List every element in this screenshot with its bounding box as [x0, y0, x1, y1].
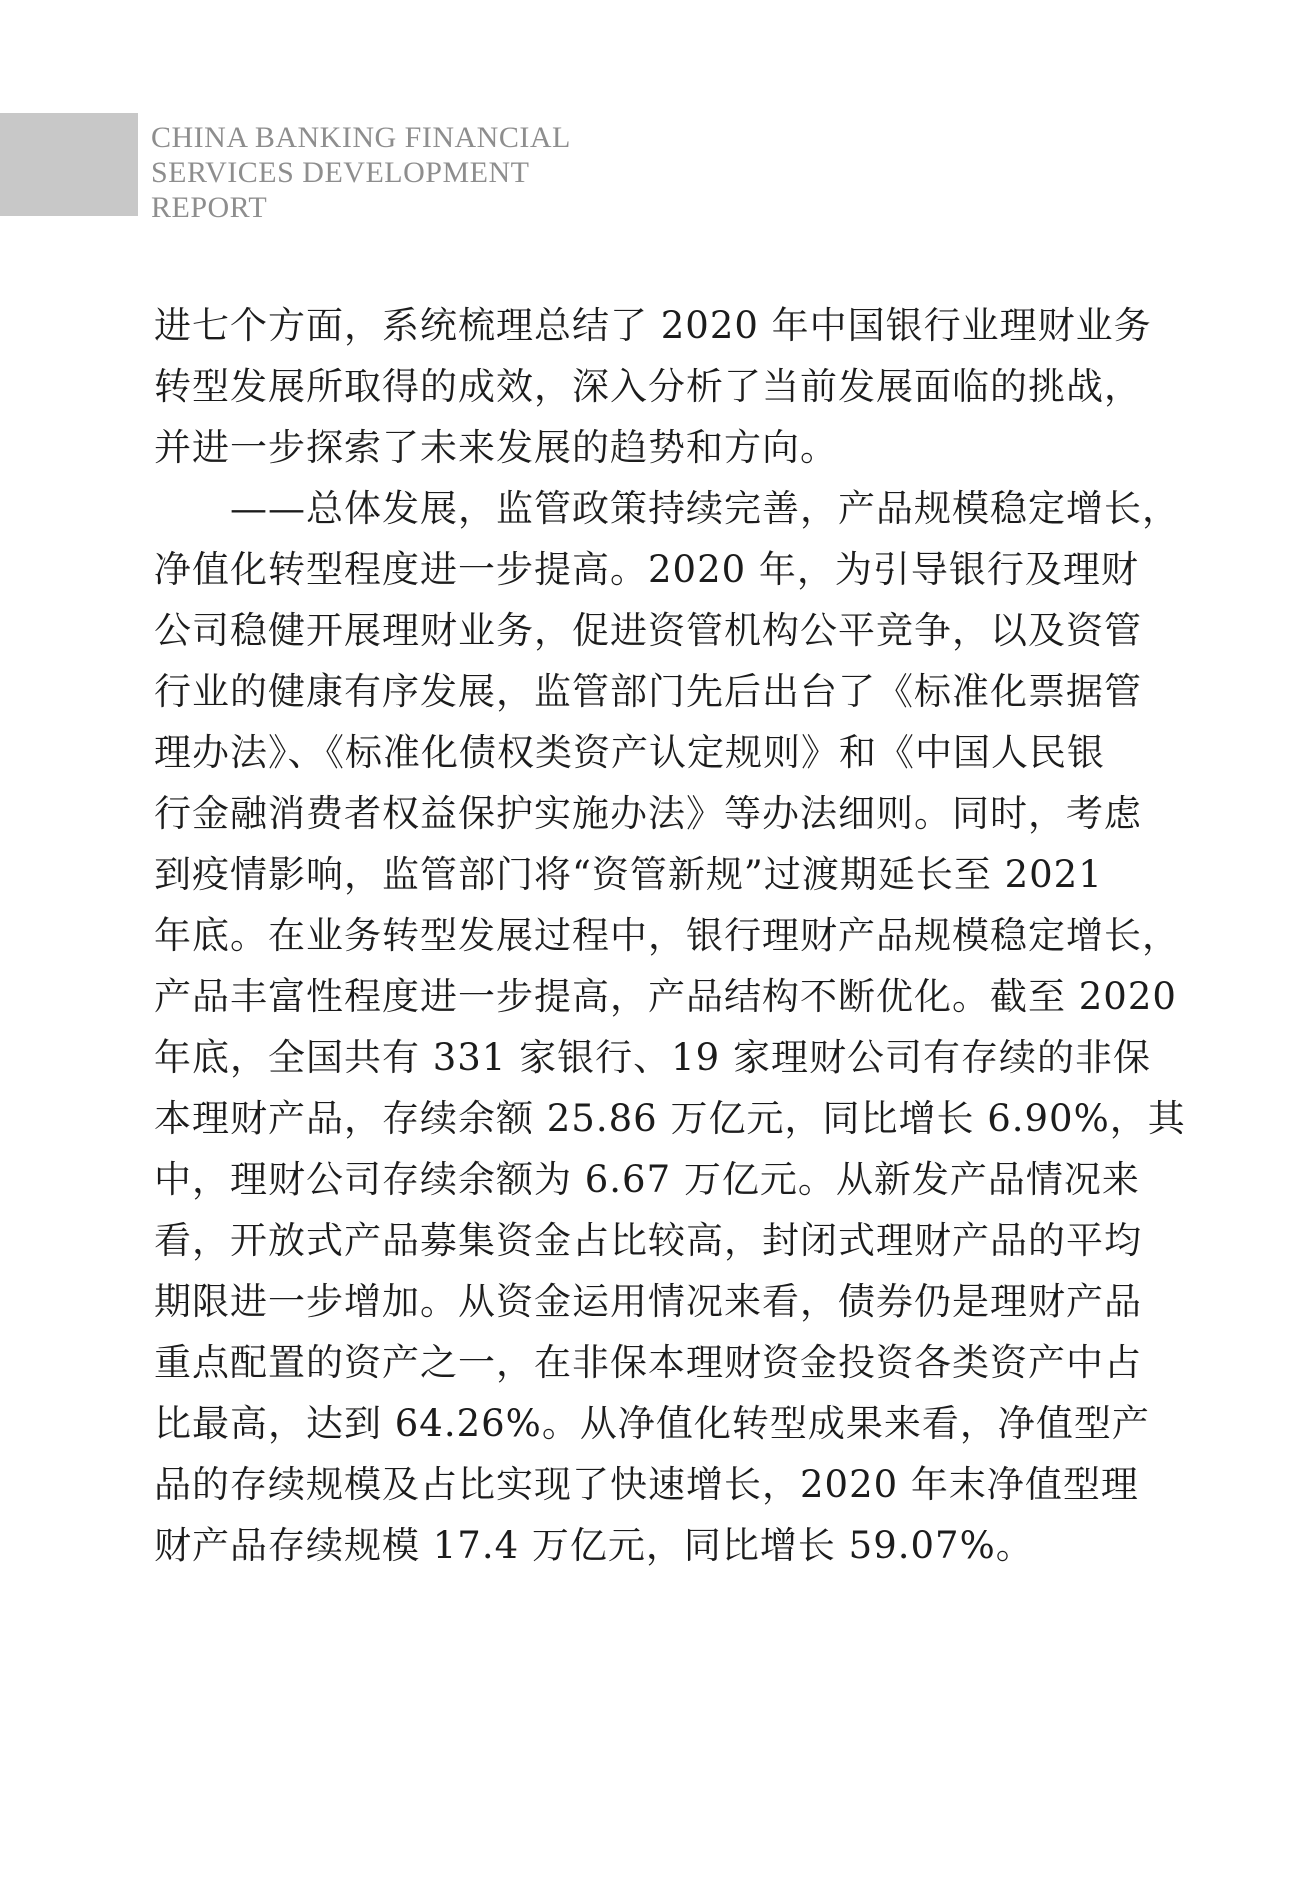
- text-line: 并进一步探索了未来发展的趋势和方向。: [154, 426, 838, 469]
- text-line: 产品丰富性程度进一步提高，产品结构不断优化。截至 2020: [154, 975, 1177, 1018]
- text-line: 比最高，达到 64.26%。从净值化转型成果来看，净值型产: [154, 1402, 1150, 1445]
- text-line: 到疫情影响，监管部门将“资管新规”过渡期延长至 2021: [154, 853, 1103, 896]
- text-line: 行金融消费者权益保护实施办法》等办法细则。同时，考虑: [154, 792, 1142, 835]
- text-line: 理办法》、《标准化债权类资产认定规则》和《中国人民银: [154, 731, 1105, 774]
- header-gray-block: [0, 113, 138, 216]
- text-line: 品的存续规模及占比实现了快速增长，2020 年末净值型理: [154, 1463, 1139, 1506]
- text-line: 年底，全国共有 331 家银行、19 家理财公司有存续的非保: [154, 1036, 1151, 1079]
- running-header-line-3: REPORT: [151, 191, 268, 224]
- text-line: 本理财产品，存续余额 25.86 万亿元，同比增长 6.90%，其: [154, 1097, 1186, 1140]
- paragraph-start-line: ——总体发展，监管政策持续完善，产品规模稳定增长，: [230, 487, 1180, 530]
- text-line: 重点配置的资产之一，在非保本理财资金投资各类资产中占: [154, 1341, 1142, 1384]
- text-line: 年底。在业务转型发展过程中，银行理财产品规模稳定增长，: [154, 914, 1180, 957]
- text-line: 进七个方面，系统梳理总结了 2020 年中国银行业理财业务: [154, 304, 1152, 347]
- text-line: 期限进一步增加。从资金运用情况来看，债券仍是理财产品: [154, 1280, 1142, 1323]
- text-line: 净值化转型程度进一步提高。2020 年，为引导银行及理财: [154, 548, 1139, 591]
- body-text: [154, 295, 1186, 1576]
- running-header: [151, 120, 671, 225]
- text-line: 看，开放式产品募集资金占比较高，封闭式理财产品的平均: [154, 1219, 1142, 1262]
- running-header-line-1: CHINA BANKING FINANCIAL: [151, 121, 571, 154]
- text-line: 转型发展所取得的成效，深入分析了当前发展面临的挑战，: [154, 365, 1142, 408]
- text-line: 财产品存续规模 17.4 万亿元，同比增长 59.07%。: [154, 1524, 1034, 1567]
- running-header-line-2: SERVICES DEVELOPMENT: [151, 156, 530, 189]
- text-line: 公司稳健开展理财业务，促进资管机构公平竞争，以及资管: [154, 609, 1142, 652]
- text-line: 中，理财公司存续余额为 6.67 万亿元。从新发产品情况来: [154, 1158, 1140, 1201]
- text-line: 行业的健康有序发展，监管部门先后出台了《标准化票据管: [154, 670, 1142, 713]
